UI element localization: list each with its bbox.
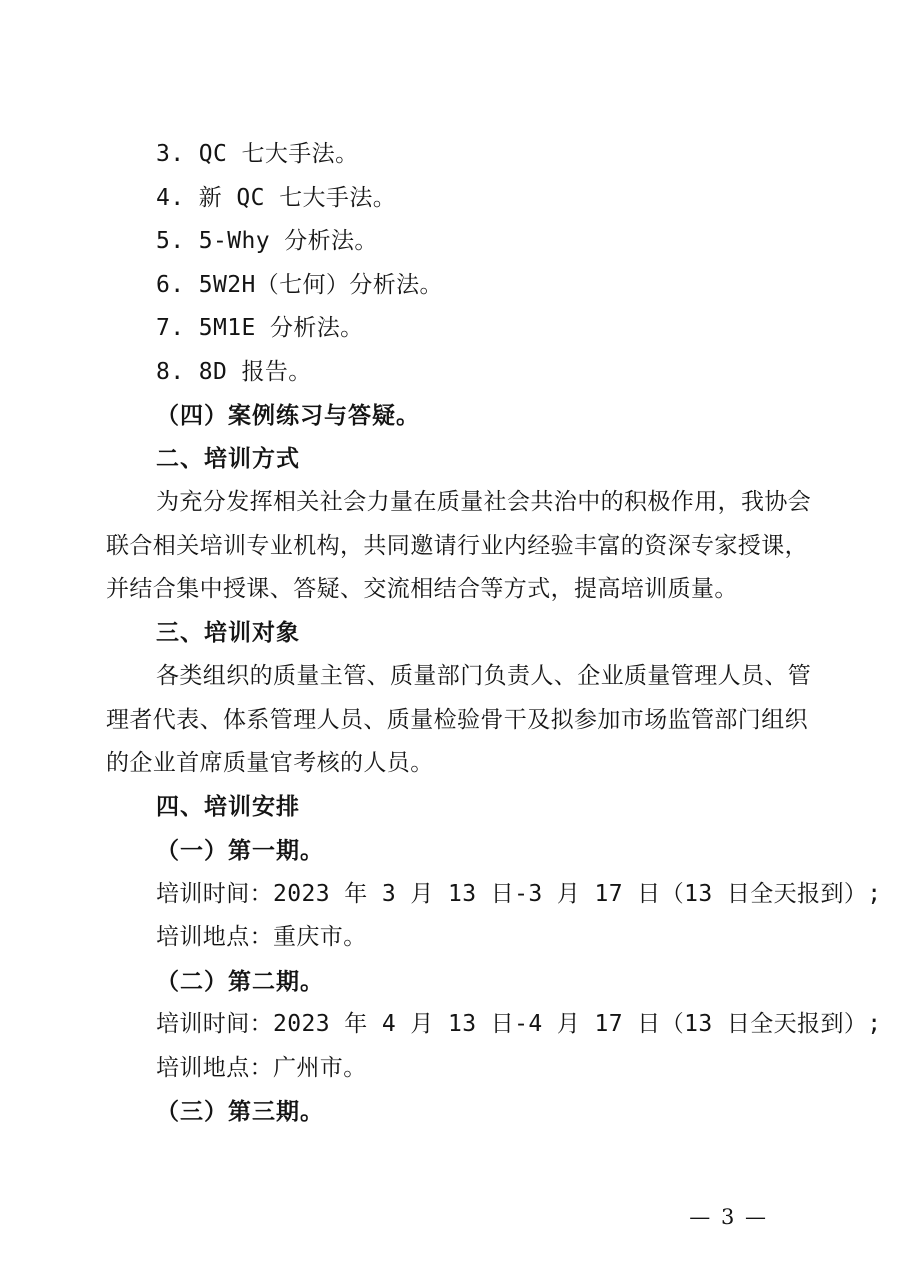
list-item-3: 3. QC 七大手法。	[156, 141, 359, 167]
list-item-5: 5. 5-Why 分析法。	[156, 228, 378, 254]
subsection-heading-phase-1: （一）第一期。	[156, 837, 324, 864]
paragraph-line: 并结合集中授课、答疑、交流相结合等方式，提高培训质量。	[106, 576, 738, 602]
section-heading-training-method: 二、培训方式	[156, 445, 300, 472]
paragraph-line: 各类组织的质量主管、质量部门负责人、企业质量管理人员、管	[156, 663, 812, 689]
page-footer	[655, 1172, 768, 1262]
list-item-7: 7. 5M1E 分析法。	[156, 315, 364, 341]
subsection-heading-phase-2: （二）第二期。	[156, 967, 324, 995]
training-location-line: 培训地点：重庆市。	[156, 924, 367, 950]
paragraph-line: 的企业首席质量官考核的人员。	[106, 750, 434, 776]
document-body	[106, 133, 882, 1134]
paragraph-line: 理者代表、体系管理人员、质量检验骨干及拟参加市场监管部门组织	[106, 706, 808, 733]
training-location-line: 培训地点：广州市。	[156, 1054, 367, 1081]
subsection-heading-case-practice: （四）案例练习与答疑。	[156, 402, 420, 429]
list-item-6: 6. 5W2H（七何）分析法。	[156, 271, 443, 298]
paragraph-line: 联合相关培训专业机构，共同邀请行业内经验丰富的资深专家授课，	[106, 532, 808, 559]
page-number: — 3 —	[689, 1205, 768, 1229]
training-time-line: 培训时间：2023 年 4 月 13 日-4 月 17 日（13 日全天报到）;	[156, 1011, 882, 1037]
subsection-heading-phase-3: （三）第三期。	[156, 1098, 324, 1125]
training-time-line: 培训时间：2023 年 3 月 13 日-3 月 17 日（13 日全天报到）;	[156, 880, 882, 907]
list-item-4: 4. 新 QC 七大手法。	[156, 184, 397, 211]
paragraph-line: 为充分发挥相关社会力量在质量社会共治中的积极作用，我协会	[156, 489, 812, 515]
list-item-8: 8. 8D 报告。	[156, 358, 312, 385]
section-heading-training-schedule: 四、培训安排	[156, 793, 300, 820]
section-heading-training-audience: 三、培训对象	[156, 619, 300, 646]
